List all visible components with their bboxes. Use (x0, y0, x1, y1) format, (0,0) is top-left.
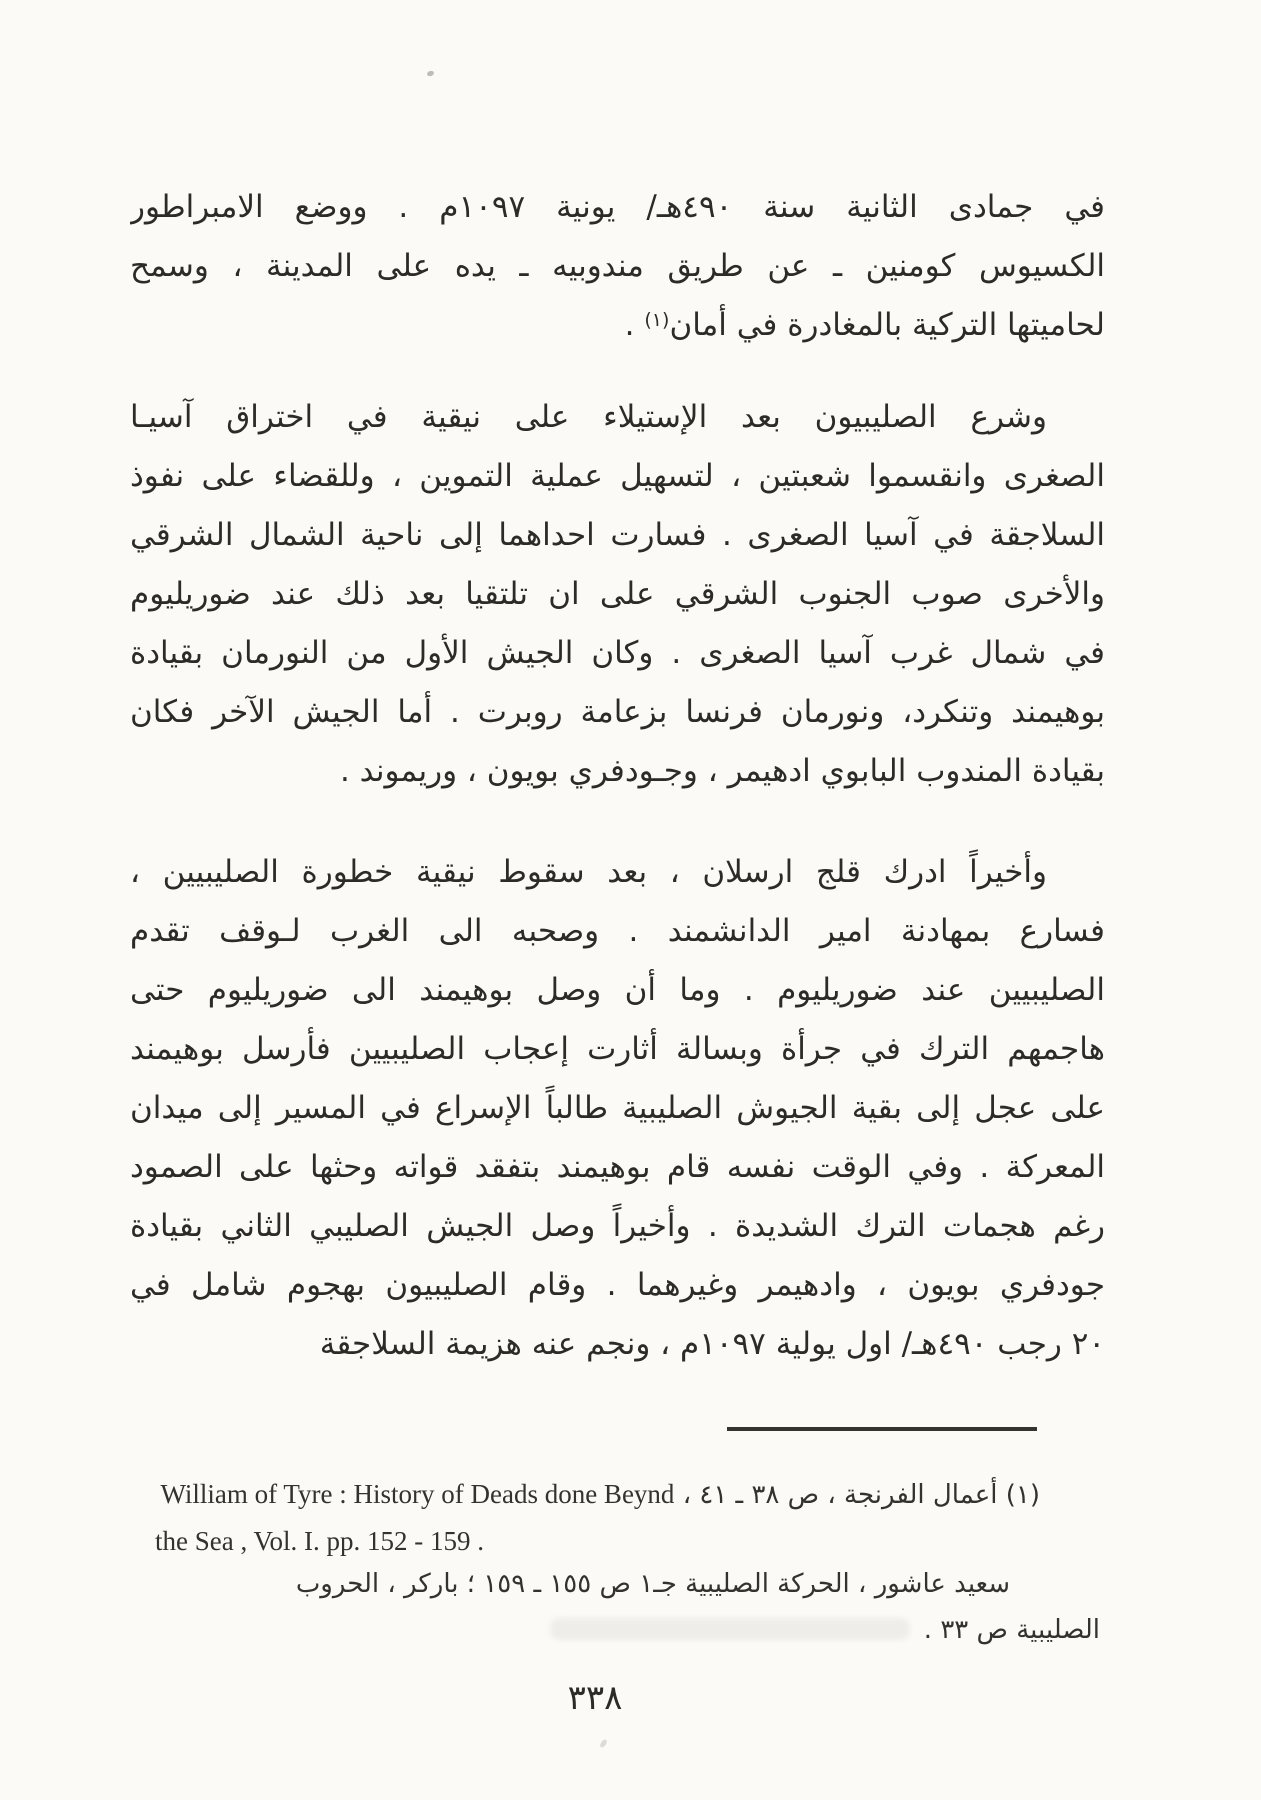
footnote-reference-marker: (١) (644, 309, 670, 331)
footnote-line-4: الصليبية ص ٣٣ . (923, 1615, 1100, 1645)
page-number: ٣٣٨ (567, 1678, 623, 1718)
text-line: هاجمهم الترك في جرأة وبسالة أثارت إعجاب الصليبيين فأرسل بوهيمند (130, 1031, 1105, 1067)
text-line-tail: . (624, 307, 645, 343)
text-line: السلاجقة في آسيا الصغرى . فسارت احداهما إلى ناحية الشمال الشرقي (130, 517, 1105, 553)
paragraph-2 (130, 388, 1105, 801)
text-line: المعركة . وفي الوقت نفسه قام بوهيمند بتفقد قواته وحثها على الصمود (130, 1149, 1105, 1185)
footnote-english-part: William of Tyre : History of Deads done Beynd (160, 1479, 675, 1509)
text-line: في جمادى الثانية سنة ٤٩٠هـ/ يونية ١٠٩٧م . ووضع الامبراطور (130, 189, 1105, 225)
text-line: فسارع بمهادنة امير الدانشمند . وصحبه الى الغرب لـوقف تقدم (130, 913, 1105, 949)
text-line-body: لحاميتها التركية بالمغادرة في أمان (669, 307, 1105, 343)
text-line: بوهيمند وتنكرد، ونورمان فرنسا بزعامة روبرت . أما الجيش الآخر فكان (130, 694, 1105, 730)
scan-speck (426, 70, 434, 77)
footnote-arabic-part: (١) أعمال الفرنجة ، ص ٣٨ ـ ٤١ ، (674, 1480, 1040, 1510)
text-line: ٢٠ رجب ٤٩٠هـ/ اول يولية ١٠٩٧م ، ونجم عنه هزيمة السلاجقة (319, 1326, 1105, 1362)
paragraph-3 (130, 843, 1105, 1374)
scan-speck (599, 1738, 608, 1748)
text-line: على عجل إلى بقية الجيوش الصليبية طالباً الإسراع في المسير إلى ميدان (130, 1090, 1105, 1126)
footnote-line-1 (133, 1470, 1040, 1518)
text-line: وشرع الصليبيون بعد الإستيلاء على نيقية في اختراق آسيـا (130, 399, 1047, 435)
text-line: رغم هجمات الترك الشديدة . وأخيراً وصل الجيش الصليبي الثاني بقيادة (130, 1208, 1105, 1244)
paragraph-1 (130, 178, 1105, 355)
text-line: بقيادة المندوب البابوي ادهيمر ، وجـودفري بويون ، وريموند . (339, 753, 1105, 789)
scan-bleedthrough-smudge (550, 1618, 910, 1640)
text-line: الصغرى وانقسموا شعبتين ، لتسهيل عملية التموين ، وللقضاء على نفوذ (130, 458, 1105, 494)
text-line: في شمال غرب آسيا الصغرى . وكان الجيش الأول من النورمان بقيادة (130, 635, 1105, 671)
footnote-line-2: the Sea , Vol. I. pp. 152 - 159 . (155, 1526, 484, 1556)
footnote-separator-rule (727, 1427, 1037, 1431)
text-line: وأخيراً ادرك قلج ارسلان ، بعد سقوط نيقية خطورة الصليبيين ، (130, 854, 1047, 890)
text-line: جودفري بويون ، وادهيمر وغيرهما . وقام الصليبيون بهجوم شامل في (130, 1267, 1105, 1303)
text-line: والأخرى صوب الجنوب الشرقي على ان تلتقيا بعد ذلك عند ضوريليوم (130, 576, 1105, 612)
text-line: الصليبيين عند ضوريليوم . وما أن وصل بوهيمند الى ضوريليوم حتى (130, 972, 1105, 1008)
text-line (130, 296, 1105, 355)
text-line: الكسيوس كومنين ـ عن طريق مندوبيه ـ يده على المدينة ، وسمح (130, 248, 1105, 284)
footnote-line-3: سعيد عاشور ، الحركة الصليبية جـ١ ص ١٥٥ ـ ١٥٩ ؛ باركر ، الحروب (295, 1569, 1010, 1599)
